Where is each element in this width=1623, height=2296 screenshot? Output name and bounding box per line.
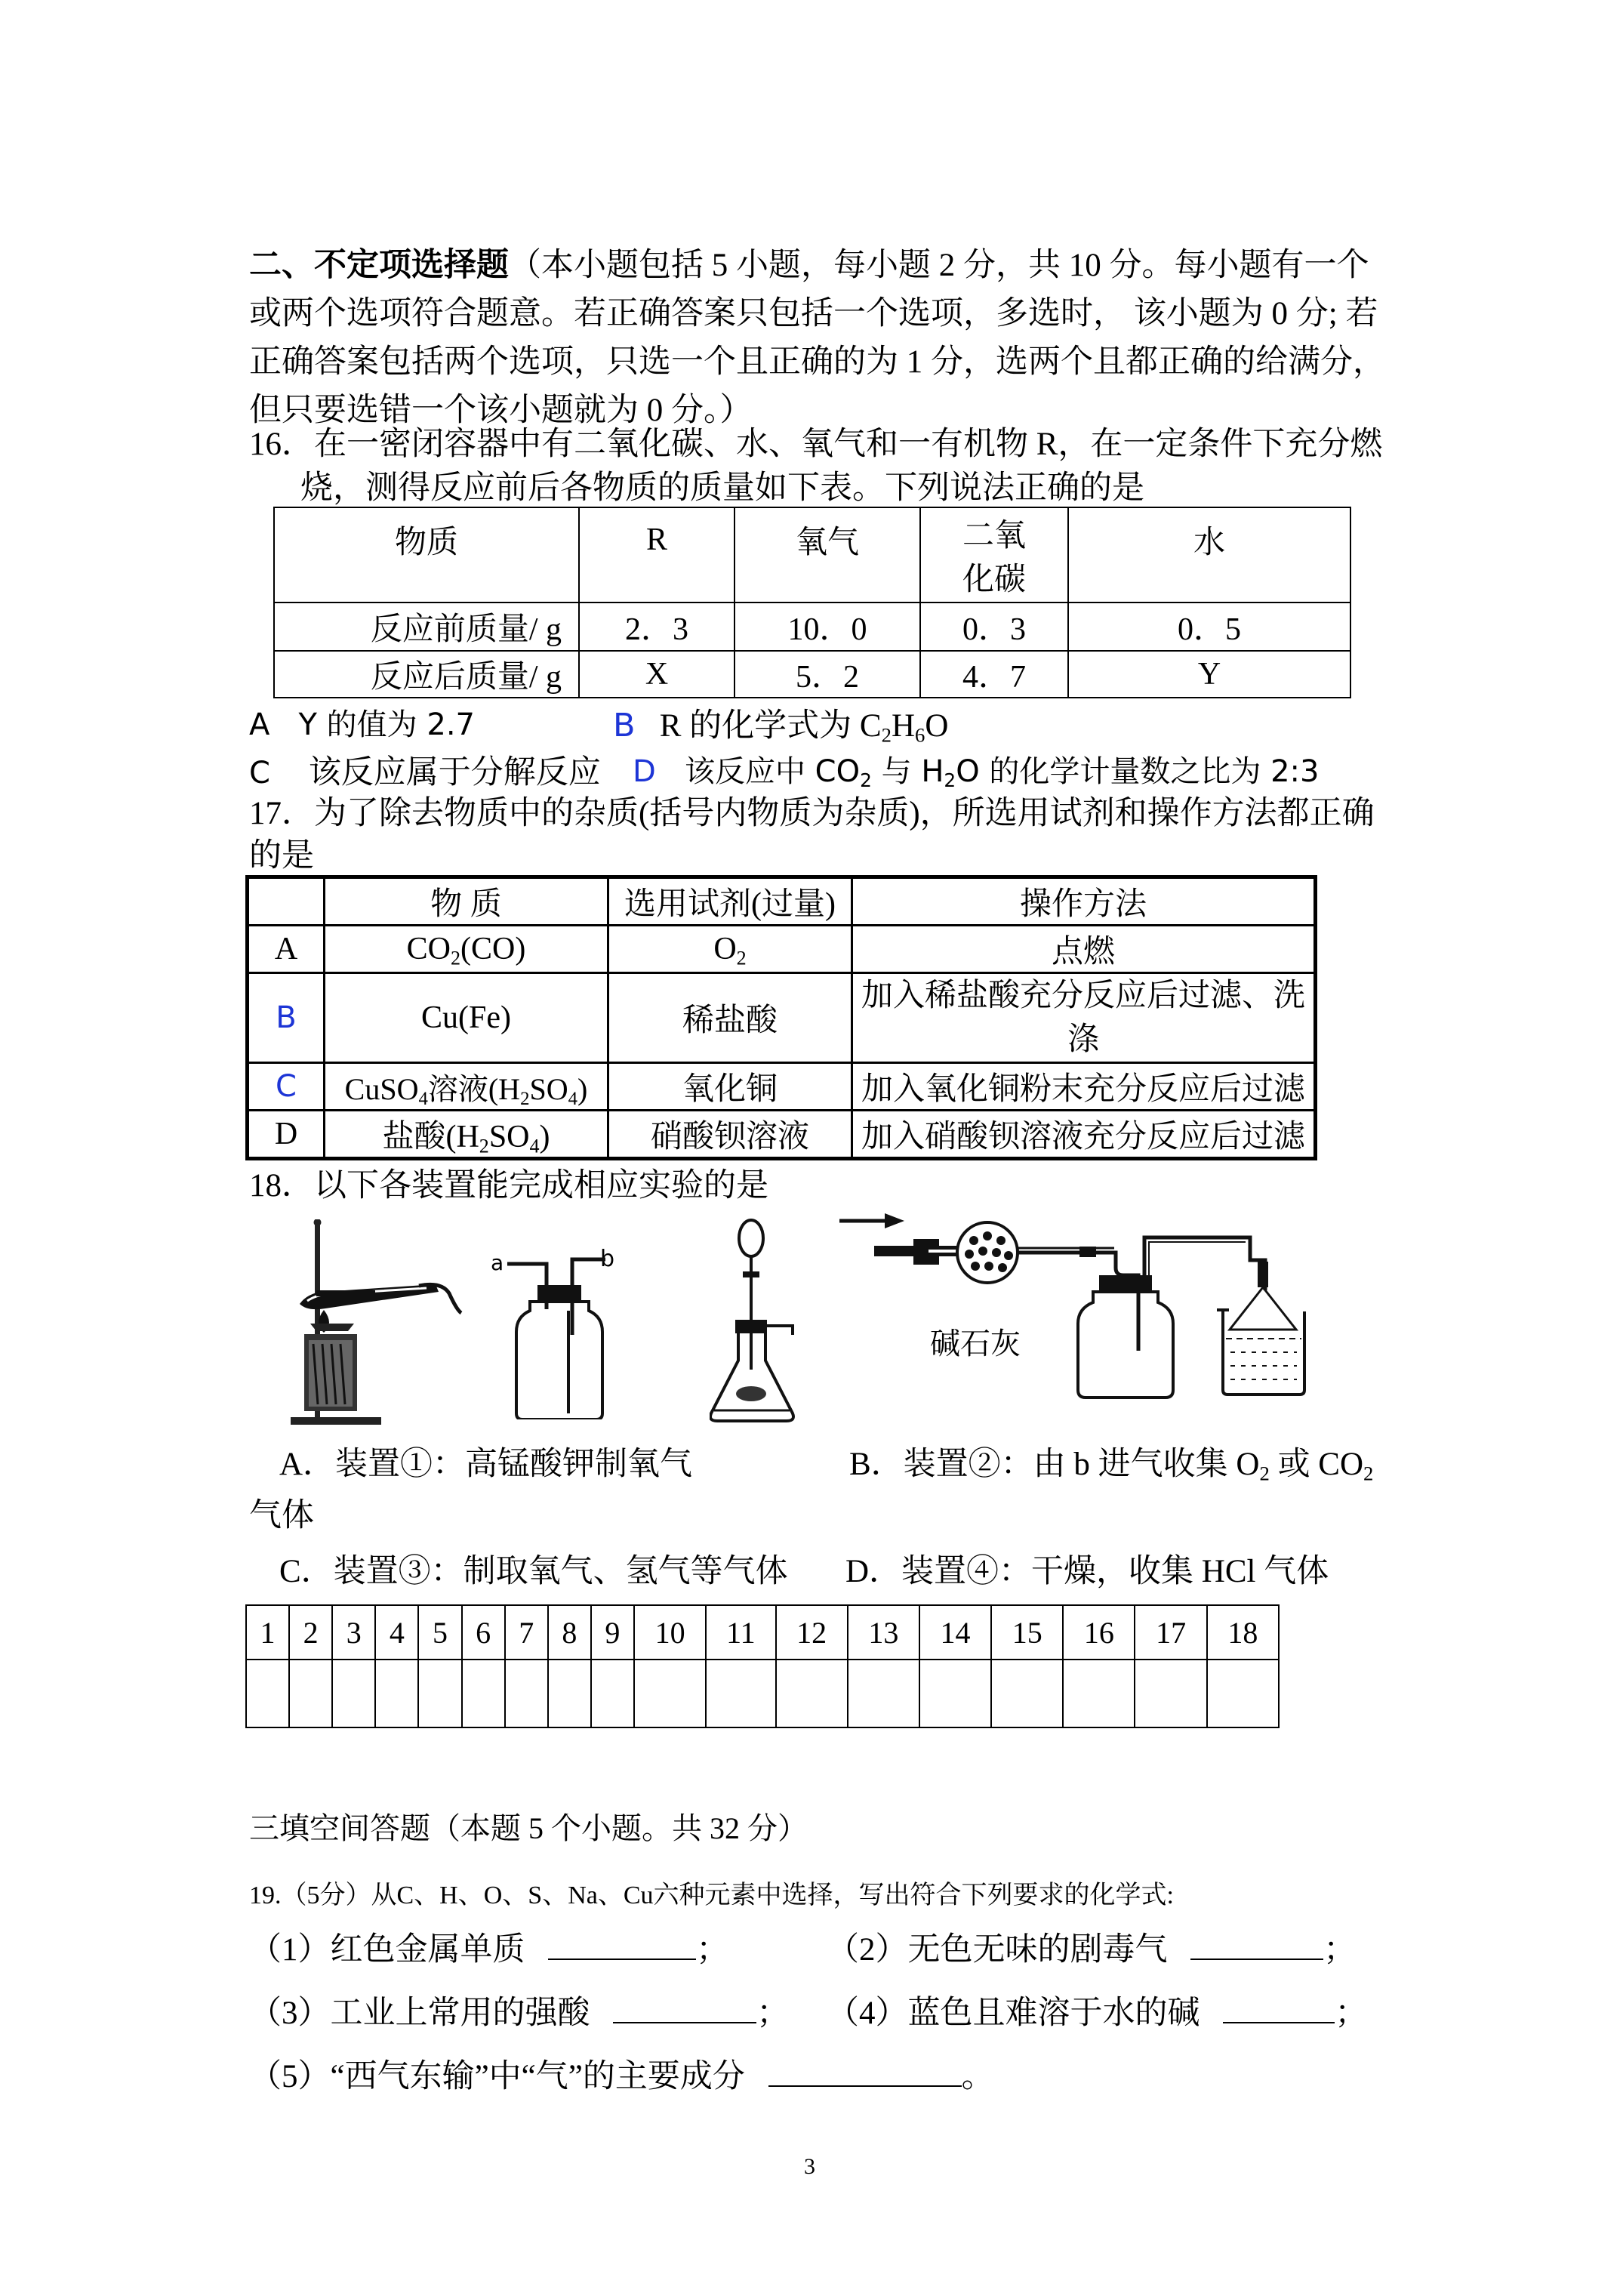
answer-cell[interactable] (418, 1660, 461, 1727)
q16-option-D: D 该反应中 $CO_2$ 与 $H_2O$ 的化学计量数之比为 2:3 (633, 754, 1320, 791)
q16-stem-line2: 烧，测得反应前后各物质的质量如下表。下列说法正确的是 (300, 470, 1144, 506)
answer-cell[interactable] (505, 1660, 548, 1727)
answer-cell[interactable] (991, 1660, 1063, 1727)
q19-item-1: （1）红色金属单质 ； (249, 1932, 729, 1968)
answer-cell[interactable] (332, 1660, 375, 1727)
q17-row-C: C CuSO$_4$溶液$(H_2SO_4)$ 氧化铜 加入氧化铜粉末充分反应后过滤 (248, 1063, 1316, 1111)
q19-answer-blank-5[interactable] (768, 2085, 962, 2087)
answer-cell[interactable] (919, 1660, 991, 1727)
section2-intro-line3: 正确答案包括两个选项，只选一个且正确的为 1 分，选两个且都正确的给满分， (249, 344, 1385, 380)
q16-mass-table (273, 507, 1351, 698)
q17-header-row: 物 质 选用试剂(过量) 操作方法 (248, 877, 1316, 926)
q16-header-CO2: 二氧 化碳 (920, 507, 1068, 603)
apparatus-4-drying-collection-figure (830, 1212, 1359, 1423)
answer-cell[interactable] (591, 1660, 634, 1727)
q19-answer-blank-3[interactable] (613, 2022, 756, 2023)
q19-item-2: （2）无色无味的剧毒气 ； (827, 1932, 1357, 1968)
apparatus-3-flask-funnel-figure (710, 1216, 800, 1423)
answer-cell[interactable] (375, 1660, 418, 1727)
answer-grid-answer-row (246, 1660, 1279, 1727)
q16-header-R: R (579, 507, 735, 603)
q19-answer-blank-1[interactable] (548, 1959, 696, 1960)
answer-grid-number-row: 1 2 3 4 5 6 7 8 9 10 11 12 13 14 15 16 17 18 (246, 1605, 1279, 1660)
q17-stem-line1: 17．为了除去物质中的杂质(括号内物质为杂质)，所选用试剂和操作方法都正确 (249, 796, 1375, 831)
answer-cell[interactable] (246, 1660, 289, 1727)
apparatus-1-heating-tube-figure (283, 1219, 464, 1431)
q16-header-O2: 氧气 (735, 507, 920, 603)
answer-cell[interactable] (462, 1660, 505, 1727)
q17-stem-line2: 的是 (249, 838, 314, 874)
q17-row-A: A $CO_2(CO)$ $O_2$ 点燃 (248, 926, 1316, 973)
apparatus-2-label-a: a (491, 1250, 504, 1275)
page-number: 3 (804, 2154, 815, 2179)
section2-intro-line1: 二、不定项选择题（本小题包括 5 小题，每小题 2 分，共 10 分。每小题有一个 (249, 248, 1369, 283)
section2-intro-line4: 但只要选错一个该小题就为 0 分。） (249, 393, 753, 428)
q18-option-C: C．装置③：制取氧气、氢气等气体 (279, 1554, 788, 1589)
answer-cell[interactable] (289, 1660, 332, 1727)
answer-cell[interactable] (1063, 1660, 1135, 1727)
answer-cell[interactable] (848, 1660, 919, 1727)
q19-stem: 19.（5分）从C、H、O、S、Na、Cu六种元素中选择，写出符合下列要求的化学式: (249, 1881, 1174, 1909)
q19-item-5: （5）“西气东输”中“气”的主要成分 。 (249, 2059, 994, 2094)
q18-option-B-continued: 气体 (249, 1498, 314, 1533)
apparatus-4-label-soda-lime: 碱石灰 (930, 1327, 1021, 1361)
section3-title: 三填空间答题（本题 5 个小题。共 32 分） (249, 1811, 808, 1845)
q16-option-B: B R 的化学式为 $C_2H_6O$ (613, 707, 949, 747)
q16-stem-line1: 16．在一密闭容器中有二氧化碳、水、氧气和一有机物 R，在一定条件下充分燃 (249, 427, 1383, 462)
section2-title: 二、不定项选择题 (249, 248, 509, 283)
q18-option-B: B．装置②：由 b 进气收集 $O_2$ 或 $CO_2$ (849, 1447, 1374, 1485)
q16-option-A: A Y 的值为 2.7 (249, 707, 476, 742)
q16-header-substance: 物质 (274, 507, 579, 603)
q18-option-D: D．装置④：干燥，收集 HCl 气体 (845, 1554, 1329, 1589)
answer-cell[interactable] (1207, 1660, 1279, 1727)
answer-cell[interactable] (548, 1660, 591, 1727)
q16-header-water: 水 (1068, 507, 1350, 603)
q19-answer-blank-4[interactable] (1223, 2022, 1335, 2023)
q17-table (245, 875, 1317, 1160)
apparatus-2-label-b: b (600, 1246, 615, 1272)
q19-item-4: （4）蓝色且难溶于水的碱 ； (827, 1996, 1368, 2031)
q16-row-after: 反应后质量/ g X 5．2 4．7 Y (274, 651, 1350, 698)
q16-row-before: 反应前质量/ g 2．3 10．0 0．3 0．5 (274, 603, 1350, 651)
answer-cell[interactable] (706, 1660, 775, 1727)
q19-item-3: （3）工业上常用的强酸 ； (249, 1996, 790, 2031)
answer-cell[interactable] (1135, 1660, 1206, 1727)
answer-cell[interactable] (776, 1660, 848, 1727)
answer-grid (245, 1604, 1280, 1728)
q18-option-A: A．装置①：高锰酸钾制氧气 (279, 1447, 693, 1482)
section2-intro-line2: 或两个选项符合题意。若正确答案只包括一个选项，多选时， 该小题为 0 分; 若 (249, 296, 1378, 331)
q19-answer-blank-2[interactable] (1190, 1959, 1323, 1960)
answer-cell[interactable] (634, 1660, 706, 1727)
q18-stem: 18．以下各装置能完成相应实验的是 (249, 1168, 768, 1203)
q17-row-B: B Cu(Fe) 稀盐酸 加入稀盐酸充分反应后过滤、洗 涤 (248, 973, 1316, 1063)
q16-option-C: C 该反应属于分解反应 (249, 755, 601, 791)
q17-row-D: D 盐酸$(H_2SO_4)$ 硝酸钡溶液 加入硝酸钡溶液充分反应后过滤 (248, 1111, 1316, 1159)
apparatus-2-gas-bottle-figure (507, 1253, 605, 1419)
